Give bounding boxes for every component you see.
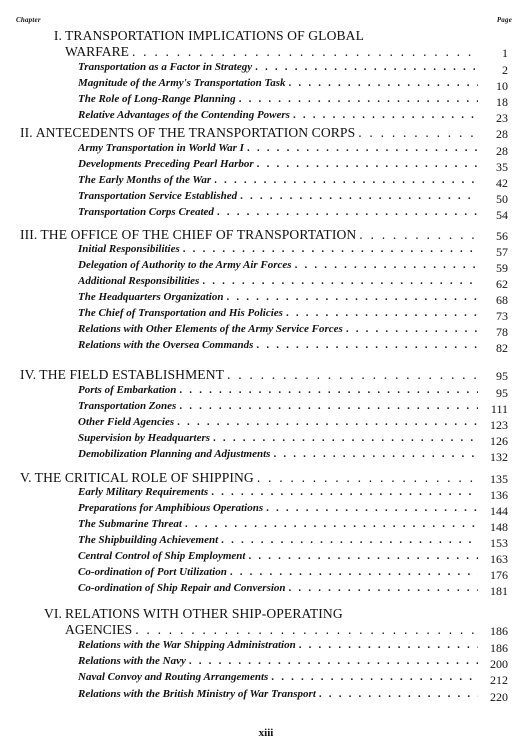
page-number: 95: [496, 369, 508, 383]
chapter-title: RELATIONS WITH OTHER SHIP-OPERATING: [65, 606, 343, 621]
toc-chapter-entry: [65, 44, 480, 60]
section-title: The Headquarters Organization: [78, 291, 224, 303]
page-number: 1: [502, 46, 508, 60]
dot-leader: [213, 432, 478, 444]
toc-section-entry: [78, 655, 480, 671]
page-number: 186: [490, 624, 508, 638]
toc-section-entry: [78, 550, 480, 566]
toc-chapter-entry: [20, 367, 480, 383]
toc-chapter-entry: [65, 622, 480, 638]
dot-leader: [257, 470, 478, 486]
page-number: 50: [496, 192, 508, 206]
toc-section-entry: [78, 275, 480, 291]
dot-leader: [255, 61, 478, 73]
section-title: Demobilization Planning and Adjustments: [78, 448, 271, 460]
toc-section-entry: [78, 206, 480, 222]
dot-leader: [227, 367, 478, 383]
toc-section-entry: [78, 158, 480, 174]
page-number: 111: [490, 402, 508, 416]
dot-leader: [273, 448, 478, 460]
dot-leader: [183, 243, 478, 255]
page-number: 68: [496, 293, 508, 307]
chapter-title: THE CRITICAL ROLE OF SHIPPING: [34, 470, 254, 485]
chapter-number: II.: [20, 125, 33, 140]
page-number: 220: [490, 690, 508, 704]
toc-section-entry: [78, 518, 480, 534]
page-number: 153: [490, 536, 508, 550]
page-footer-number: xiii: [258, 727, 274, 739]
dot-leader: [266, 502, 478, 514]
section-title: Relations with the War Shipping Administration: [78, 639, 296, 651]
toc-section-entry: [78, 243, 480, 259]
page-number: 18: [496, 95, 508, 109]
section-title: Transportation as a Factor in Strategy: [78, 61, 253, 73]
page-number: 212: [490, 673, 508, 687]
dot-leader: [135, 622, 478, 638]
dot-leader: [295, 259, 478, 271]
page-number: 54: [496, 208, 508, 222]
dot-leader: [185, 518, 478, 530]
dot-leader: [248, 550, 478, 562]
toc-section-entry: [78, 671, 480, 687]
toc-section-entry: [78, 77, 480, 93]
section-title: Naval Convoy and Routing Arrangements: [78, 671, 269, 683]
toc-chapter-entry: [20, 606, 480, 622]
page-column-label: Page: [496, 16, 512, 24]
page-number: 176: [490, 568, 508, 582]
toc-section-entry: [78, 339, 480, 355]
dot-leader: [132, 44, 478, 60]
page-number: 57: [496, 245, 508, 259]
toc-section-entry: [78, 190, 480, 206]
toc-section-entry: [78, 323, 480, 339]
dot-leader: [221, 534, 478, 546]
dot-leader: [177, 416, 478, 428]
page-number: 28: [496, 144, 508, 158]
section-title: The Early Months of the War: [78, 174, 212, 186]
section-title: Delegation of Authority to the Army Air Forces: [78, 259, 292, 271]
section-title: Army Transportation in World War I: [78, 142, 244, 154]
chapter-title: TRANSPORTATION IMPLICATIONS OF GLOBAL: [65, 28, 364, 43]
section-title: Ports of Embarkation: [78, 384, 177, 396]
page-number: 186: [490, 641, 508, 655]
chapter-number: I.: [53, 28, 62, 43]
section-title: Developments Preceding Pearl Harbor: [78, 158, 254, 170]
chapter-title: WARFARE: [65, 44, 129, 59]
section-title: Early Military Requirements: [78, 486, 209, 498]
page-number: 78: [496, 325, 508, 339]
dot-leader: [230, 566, 478, 578]
toc-chapter-entry: [20, 227, 480, 243]
toc-section-entry: [78, 291, 480, 307]
page-number: 135: [490, 472, 508, 486]
toc-section-entry: [78, 432, 480, 448]
toc-section-entry: [78, 416, 480, 432]
chapter-title: THE OFFICE OF THE CHIEF OF TRANSPORTATION: [40, 227, 357, 242]
chapter-number: IV.: [20, 367, 37, 382]
toc-section-entry: [78, 688, 480, 704]
dot-leader: [240, 190, 478, 202]
section-title: Transportation Corps Created: [78, 206, 214, 218]
toc-section-entry: [78, 582, 480, 598]
dot-leader: [293, 109, 478, 121]
section-title: Relative Advantages of the Contending Powers: [78, 109, 290, 121]
dot-leader: [319, 688, 478, 700]
toc-section-entry: [78, 448, 480, 464]
page-number: 56: [496, 229, 508, 243]
chapter-title: ANTECEDENTS OF THE TRANSPORTATION CORPS: [35, 125, 356, 140]
chapter-title: AGENCIES: [65, 622, 133, 637]
dot-leader: [299, 639, 478, 651]
toc-section-entry: [78, 61, 480, 77]
chapter-number: V.: [20, 470, 32, 485]
toc-section-entry: [78, 486, 480, 502]
page-number: 73: [496, 309, 508, 323]
page-number: 136: [490, 488, 508, 502]
dot-leader: [226, 291, 478, 303]
section-title: The Shipbuilding Achievement: [78, 534, 219, 546]
dot-leader: [179, 384, 478, 396]
section-title: Relations with Other Elements of the Army Service Forces: [78, 323, 343, 335]
section-title: Relations with the British Ministry of War Transport: [78, 688, 316, 700]
section-title: Preparations for Amphibious Operations: [78, 502, 264, 514]
toc-section-entry: [78, 384, 480, 400]
toc-section-entry: [78, 534, 480, 550]
page-number: 163: [490, 552, 508, 566]
page-number: 28: [496, 127, 508, 141]
page-number: 95: [496, 386, 508, 400]
section-title: Transportation Service Established: [78, 190, 238, 202]
toc-section-entry: [78, 142, 480, 158]
dot-leader: [256, 339, 478, 351]
section-title: The Submarine Threat: [78, 518, 182, 530]
page-number: 62: [496, 277, 508, 291]
toc-section-entry: [78, 639, 480, 655]
section-title: Initial Responsibilities: [78, 243, 180, 255]
page-number: 23: [496, 111, 508, 125]
section-title: Central Control of Ship Employment: [78, 550, 246, 562]
page-number: 123: [490, 418, 508, 432]
toc-section-entry: [78, 400, 480, 416]
toc-section-entry: [78, 307, 480, 323]
page-number: 82: [496, 341, 508, 355]
chapter-number: III.: [20, 227, 38, 242]
page-number: 2: [502, 63, 508, 77]
section-title: The Chief of Transportation and His Policies: [78, 307, 283, 319]
dot-leader: [289, 77, 478, 89]
chapter-title: THE FIELD ESTABLISHMENT: [39, 367, 225, 382]
dot-leader: [247, 142, 478, 154]
section-title: Co-ordination of Port Utilization: [78, 566, 227, 578]
dot-leader: [189, 655, 478, 667]
dot-leader: [217, 206, 478, 218]
page-number: 59: [496, 261, 508, 275]
section-title: Other Field Agencies: [78, 416, 175, 428]
toc-section-entry: [78, 93, 480, 109]
section-title: The Role of Long-Range Planning: [78, 93, 236, 105]
dot-leader: [239, 93, 478, 105]
section-title: Co-ordination of Ship Repair and Conversion: [78, 582, 286, 594]
dot-leader: [257, 158, 478, 170]
dot-leader: [271, 671, 478, 683]
toc-section-entry: [78, 174, 480, 190]
toc-section-entry: [78, 109, 480, 125]
section-title: Relations with the Navy: [78, 655, 186, 667]
dot-leader: [289, 582, 478, 594]
toc-chapter-entry: [20, 125, 480, 141]
chapter-number: VI.: [43, 606, 62, 621]
toc-chapter-entry: [20, 28, 480, 44]
section-title: Transportation Zones: [78, 400, 177, 412]
page-number: 144: [490, 504, 508, 518]
dot-leader: [211, 486, 478, 498]
section-title: Supervision by Headquarters: [78, 432, 211, 444]
toc-section-entry: [78, 566, 480, 582]
dot-leader: [286, 307, 478, 319]
section-title: Magnitude of the Army's Transportation Task: [78, 77, 286, 89]
page-number: 181: [490, 584, 508, 598]
toc-chapter-entry: [20, 470, 480, 486]
section-title: Additional Responsibilities: [78, 275, 200, 287]
page-number: 42: [496, 176, 508, 190]
page-number: 10: [496, 79, 508, 93]
toc-section-entry: [78, 259, 480, 275]
chapter-column-label: Chapter: [16, 16, 41, 24]
page-number: 200: [490, 657, 508, 671]
page-number: 126: [490, 434, 508, 448]
page-number: 35: [496, 160, 508, 174]
page-number: 148: [490, 520, 508, 534]
dot-leader: [202, 275, 478, 287]
section-title: Relations with the Oversea Commands: [78, 339, 254, 351]
toc-section-entry: [78, 502, 480, 518]
dot-leader: [214, 174, 478, 186]
page-number: 132: [490, 450, 508, 464]
dot-leader: [179, 400, 478, 412]
